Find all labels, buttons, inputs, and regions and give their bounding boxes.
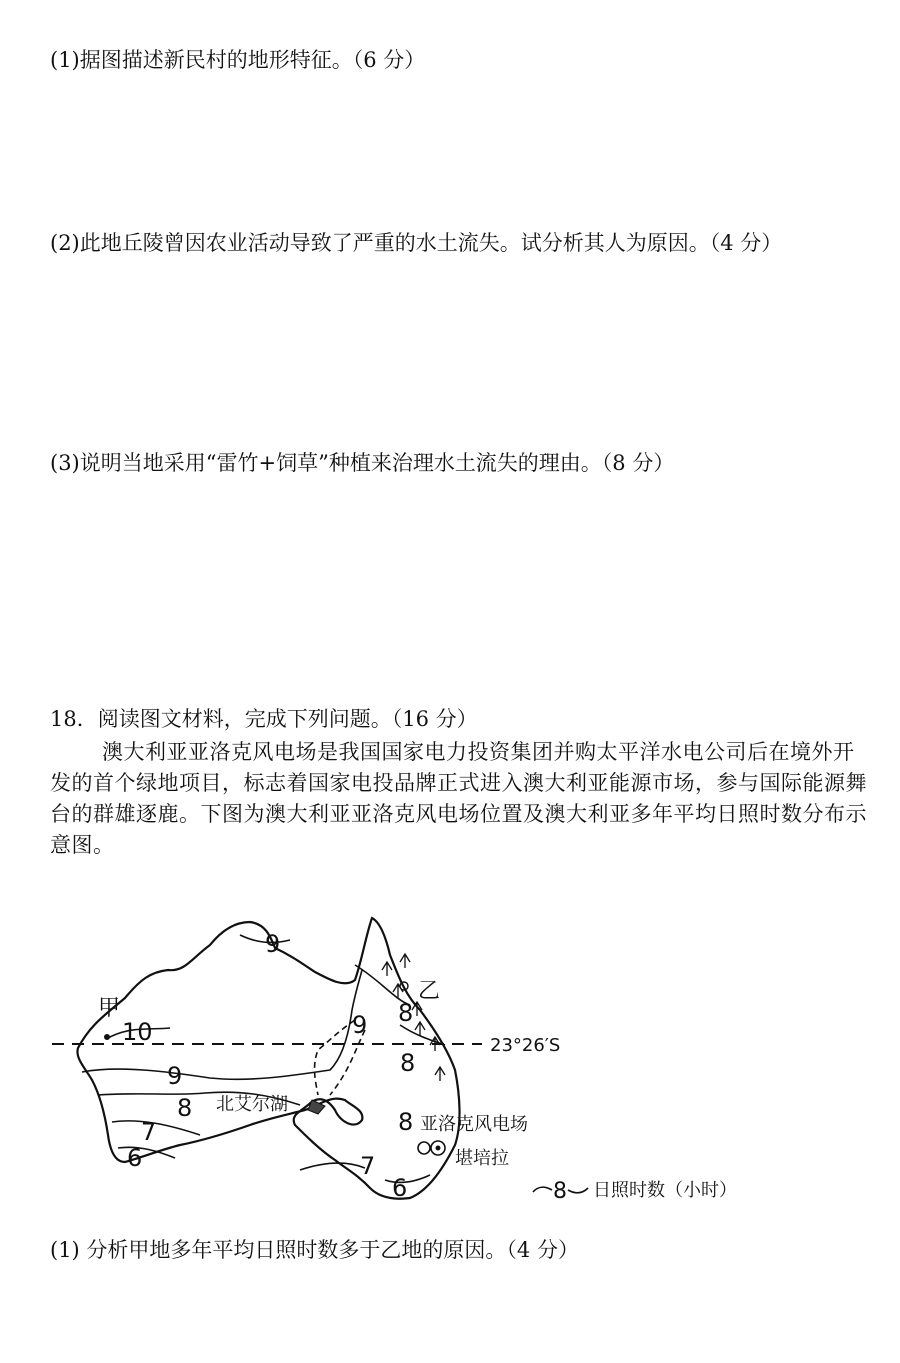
isoline-value: 8 <box>400 1049 416 1077</box>
question-2: (2)此地丘陵曾因农业活动导致了严重的水土流失。试分析其人为原因。（4 分） <box>50 231 783 255</box>
isoline-value: 7 <box>141 1118 157 1146</box>
isoline-value: 9 <box>352 1011 368 1039</box>
q18-header: 18．阅读图文材料，完成下列问题。（16 分） <box>50 707 478 731</box>
tropic-label: 23°26′S <box>490 1035 561 1056</box>
q18-material <box>50 737 870 861</box>
isoline-value: 8 <box>398 1108 414 1136</box>
isoline-value: 8 <box>398 999 414 1027</box>
q18-material-text: 澳大利亚亚洛克风电场是我国国家电力投资集团并购太平洋水电公司后在境外开发的首个绿地项目，标志着国家电投品牌正式进入澳大利亚能源市场，参与国际能源舞台的群雄逐鹿。下图为澳大利亚亚洛克风电场位置及澳大利亚多年平均日照时数分布示意图。 <box>50 740 867 857</box>
question-3: (3)说明当地采用“雷竹+饲草”种植来治理水土流失的理由。（8 分） <box>50 451 675 475</box>
q18-sub1: (1) 分析甲地多年平均日照时数多于乙地的原因。（4 分） <box>50 1238 579 1262</box>
isoline-value: 9 <box>265 930 281 958</box>
windfarm-label: 亚洛克风电场 <box>420 1114 528 1135</box>
jia-point <box>104 1034 110 1040</box>
windfarm-point <box>418 1142 430 1154</box>
jia-label: 甲 <box>98 996 121 1021</box>
legend-label: 日照时数（小时） <box>593 1180 737 1201</box>
canberra-dot <box>436 1146 441 1151</box>
isoline-value: 7 <box>360 1152 376 1180</box>
yi-label: 乙 <box>418 979 441 1004</box>
isoline-value: 9 <box>167 1062 183 1090</box>
isoline-path <box>300 1163 365 1170</box>
lake-label: 北艾尔湖 <box>216 1094 288 1115</box>
isoline-value: 8 <box>177 1094 193 1122</box>
canberra-label: 堪培拉 <box>455 1148 509 1169</box>
isoline-value: 6 <box>127 1144 143 1172</box>
isoline-value: 10 <box>122 1018 153 1046</box>
legend-value: 8 <box>553 1179 567 1204</box>
map-svg <box>0 900 900 1210</box>
australia-sunshine-map <box>0 900 900 1210</box>
question-1: (1)据图描述新民村的地形特征。（6 分） <box>50 48 426 72</box>
isoline-value: 6 <box>392 1174 408 1202</box>
